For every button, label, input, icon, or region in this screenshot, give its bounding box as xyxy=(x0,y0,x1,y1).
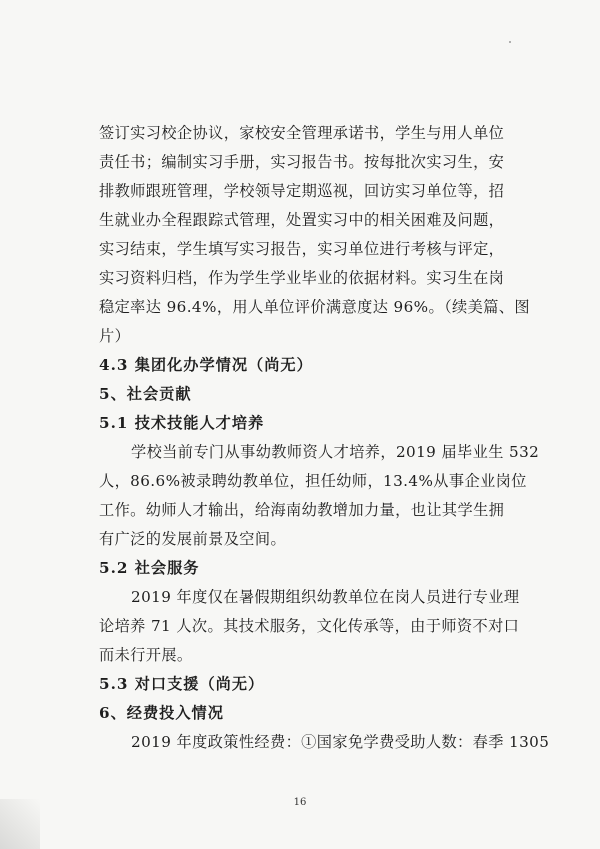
paragraph-first-line: 2019 年度政策性经费：①国家免学费受助人数：春季 1305 xyxy=(131,733,550,751)
section-heading: 5.1 技术技能人才培养 xyxy=(99,414,265,432)
scan-edge-shadow xyxy=(0,799,40,849)
section-heading: 6、经费投入情况 xyxy=(99,704,224,722)
body-line: 人，86.6%被录聘幼教单位，担任幼师，13.4%从事企业岗位 xyxy=(99,472,527,490)
body-line: 片） xyxy=(99,327,131,345)
body-line: 论培养 71 人次。其技术服务，文化传承等，由于师资不对口 xyxy=(99,617,520,635)
body-line: 而未行开展。 xyxy=(99,646,193,664)
body-line: 生就业办全程跟踪式管理，处置实习中的相关困难及问题， xyxy=(99,211,505,229)
body-line: 有广泛的发展前景及空间。 xyxy=(99,530,287,548)
section-heading: 5.3 对口支援（尚无） xyxy=(99,675,265,693)
body-line: 签订实习校企协议，家校安全管理承诺书，学生与用人单位 xyxy=(99,124,505,142)
body-line: 工作。幼师人才输出，给海南幼教增加力量，也让其学生拥 xyxy=(99,501,505,519)
body-line: 排教师跟班管理，学校领导定期巡视，回访实习单位等，招 xyxy=(99,182,505,200)
section-heading: 5.2 社会服务 xyxy=(99,559,200,577)
section-heading: 5、社会贡献 xyxy=(99,385,192,403)
page-number: 16 xyxy=(293,797,307,808)
scan-speck xyxy=(509,41,511,43)
body-line: 实习资料归档，作为学生学业毕业的依据材料。实习生在岗 xyxy=(99,269,505,287)
body-line: 实习结束，学生填写实习报告，实习单位进行考核与评定， xyxy=(99,240,505,258)
paragraph-first-line: 2019 年度仅在暑假期组织幼教单位在岗人员进行专业理 xyxy=(131,588,520,606)
body-line: 责任书；编制实习手册，实习报告书。按每批次实习生，安 xyxy=(99,153,505,171)
paragraph-first-line: 学校当前专门从事幼教师资人才培养，2019 届毕业生 532 xyxy=(131,443,540,461)
body-line: 稳定率达 96.4%，用人单位评价满意度达 96%。（续美篇、图 xyxy=(99,298,530,316)
section-heading: 4.3 集团化办学情况（尚无） xyxy=(99,356,313,374)
